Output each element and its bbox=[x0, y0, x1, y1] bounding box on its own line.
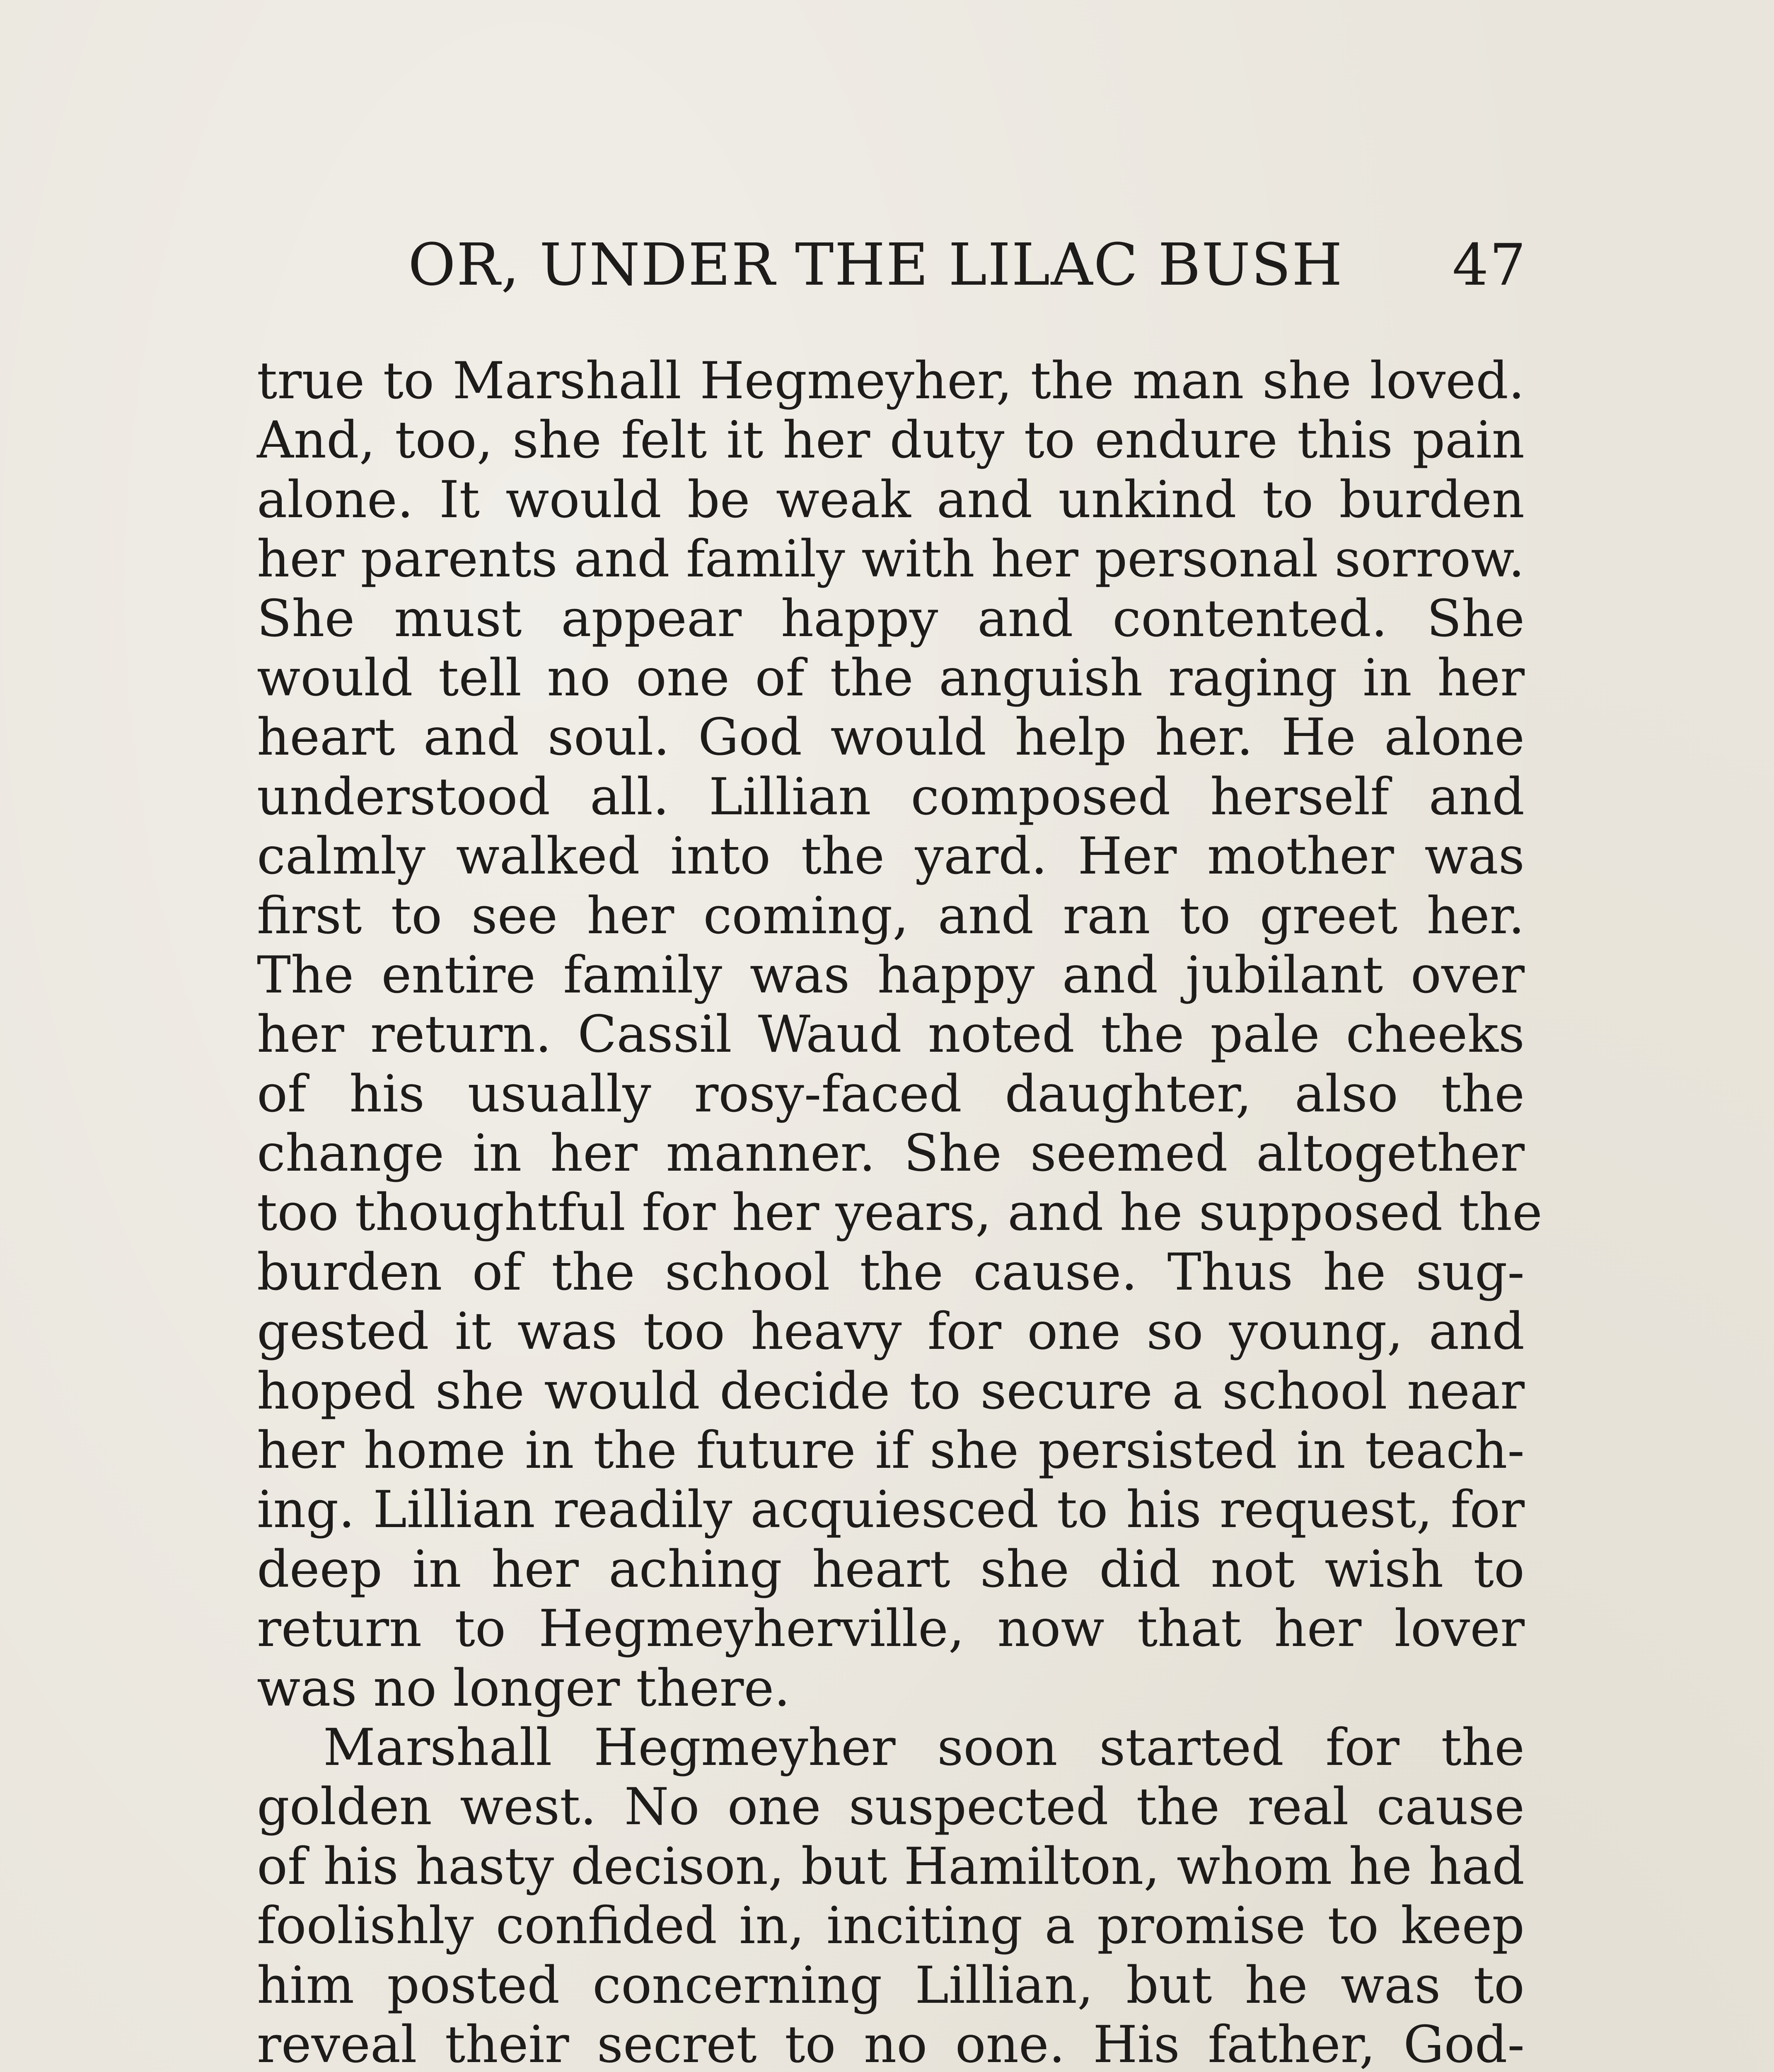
text-line: heart and soul. God would help her. He alone bbox=[257, 708, 1525, 767]
text-line: hoped she would decide to secure a school near bbox=[257, 1361, 1525, 1421]
text-line: golden west. No one suspected the real cause bbox=[257, 1777, 1525, 1837]
text-line: alone. It would be weak and unkind to burden bbox=[257, 470, 1525, 530]
paragraph-end-line: was no longer there. bbox=[257, 1658, 790, 1718]
text-line: The entire family was happy and jubilant over bbox=[257, 945, 1525, 1005]
text-line: too thoughtful for her years, and he supposed the bbox=[257, 1183, 1542, 1243]
running-title: OR, UNDER THE LILAC BUSH bbox=[408, 231, 1344, 299]
text-line: change in her manner. She seemed altogether bbox=[257, 1124, 1525, 1184]
text-line: deep in her aching heart she did not wish to bbox=[257, 1539, 1525, 1599]
text-line: calmly walked into the yard. Her mother was bbox=[257, 827, 1525, 886]
text-line: understood all. Lillian composed herself and bbox=[257, 767, 1525, 827]
body-text bbox=[257, 351, 1542, 2072]
running-head bbox=[408, 224, 1527, 307]
text-line: first to see her coming, and ran to greet her. bbox=[257, 886, 1525, 946]
text-line: true to Marshall Hegmeyher, the man she loved. bbox=[257, 351, 1525, 411]
text-line: of his usually rosy-faced daughter, also the bbox=[257, 1064, 1525, 1124]
paragraph-start-line: Marshall Hegmeyher soon started for the bbox=[323, 1718, 1525, 1777]
text-line: return to Hegmeyherville, now that her lover bbox=[257, 1599, 1525, 1659]
text-line: burden of the school the cause. Thus he sug- bbox=[257, 1242, 1525, 1302]
text-line: her return. Cassil Waud noted the pale cheeks bbox=[257, 1005, 1525, 1065]
text-line: her home in the future if she persisted in teach- bbox=[257, 1421, 1525, 1481]
text-line: would tell no one of the anguish raging in her bbox=[257, 648, 1525, 708]
text-line: reveal their secret to no one. His father, God- bbox=[257, 2015, 1525, 2072]
text-line: And, too, she felt it her duty to endure this pain bbox=[257, 411, 1525, 470]
text-line: her parents and family with her personal sorrow. bbox=[257, 530, 1525, 589]
text-line: She must appear happy and contented. She bbox=[257, 589, 1525, 649]
text-line: of his hasty decison, but Hamilton, whom he had bbox=[257, 1837, 1525, 1896]
text-line: ing. Lillian readily acquiesced to his request, for bbox=[257, 1480, 1525, 1540]
page-number: 47 bbox=[1452, 232, 1527, 298]
text-line: him posted concerning Lillian, but he was to bbox=[257, 1956, 1525, 2015]
text-line: gested it was too heavy for one so young, and bbox=[257, 1302, 1525, 1362]
text-line: foolishly confided in, inciting a promise to keep bbox=[257, 1896, 1525, 1956]
